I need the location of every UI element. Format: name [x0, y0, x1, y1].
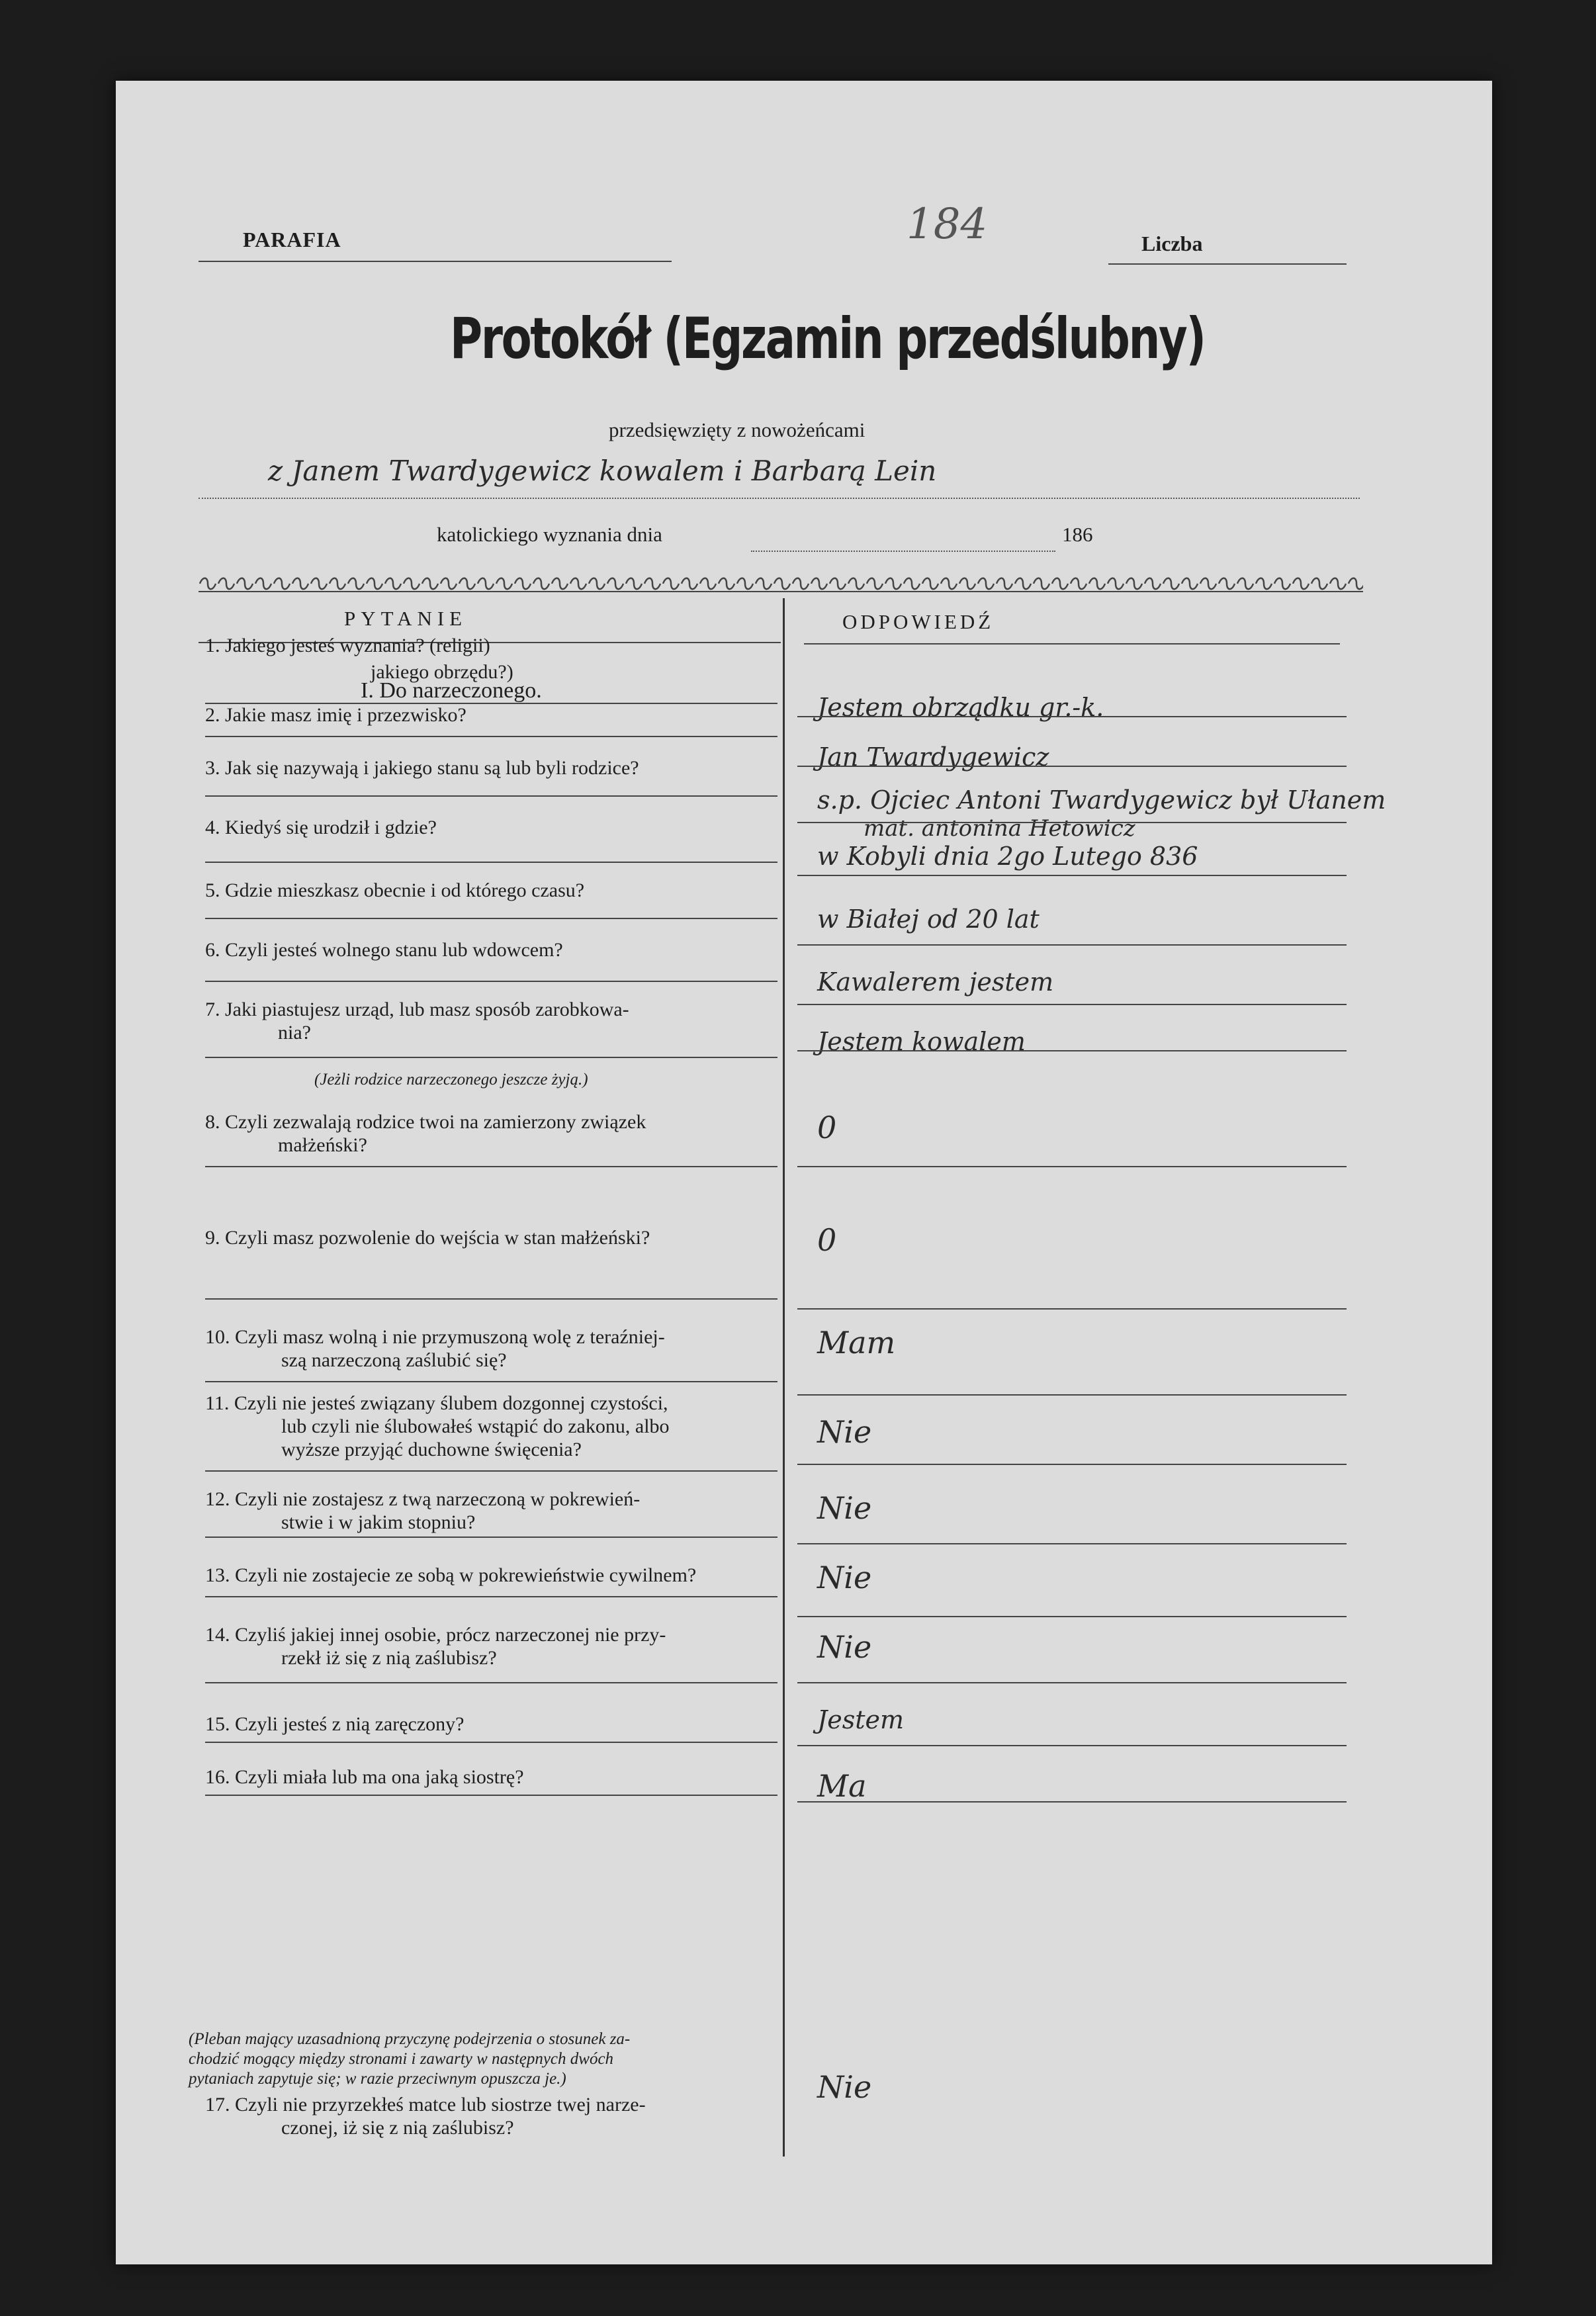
question-rule: [205, 1381, 777, 1382]
question-1-text: 1. Jakiego jesteś wyznania? (religii): [205, 635, 490, 656]
answer-15: Jestem: [817, 1705, 905, 1734]
question-7-text: nia?: [278, 1022, 311, 1044]
answer-2: Jan Twardygewicz: [817, 742, 1049, 772]
page-title: Protokół (Egzamin przedślubny): [450, 306, 1205, 372]
answer-14: Nie: [817, 1629, 872, 1665]
answer-rule: [797, 1682, 1347, 1683]
answer-rule: [797, 1616, 1347, 1617]
answer-13: Nie: [817, 1560, 872, 1595]
question-14-text: rzekł iż się z nią zaślubisz?: [281, 1647, 497, 1669]
question-rule: [205, 1166, 777, 1167]
parafia-label: PARAFIA: [243, 228, 341, 251]
question-rule: [205, 736, 777, 737]
answer-rule: [797, 1543, 1347, 1544]
question-5-text: 5. Gdzie mieszkasz obecnie i od którego czasu?: [205, 879, 585, 901]
question-17-text: czonej, iż się z nią zaślubisz?: [281, 2117, 514, 2139]
subtitle: przedsięwzięty z nowożeńcami: [609, 418, 865, 441]
decorative-border: [199, 574, 1363, 594]
answer-11: Nie: [817, 1414, 872, 1450]
pleban-note-line3: pytaniach zapytuje się; w razie przeciwnym opuszcza je.): [189, 2070, 566, 2088]
answer-rule: [797, 766, 1347, 767]
question-rule: [205, 1537, 777, 1538]
document-page: [116, 81, 1492, 2264]
answer-17: Nie: [817, 2069, 872, 2105]
answer-rule: [797, 944, 1347, 946]
question-rule: [205, 918, 777, 919]
question-7-text: 7. Jaki piastujesz urząd, lub masz sposób zarobkowa-: [205, 999, 629, 1020]
answer-rule: [797, 1394, 1347, 1396]
question-12-text: 12. Czyli nie zostajesz z twą narzeczoną w pokrewień-: [205, 1488, 641, 1510]
document-number: 184: [907, 200, 988, 249]
pleban-note-line1: (Pleban mający uzasadnioną przyczynę podejrzenia o stosunek za-: [189, 2030, 631, 2048]
question-1-text: jakiego obrzędu?): [371, 661, 513, 683]
question-4-text: 4. Kiedyś się urodził i gdzie?: [205, 817, 437, 838]
answer-rule: [797, 716, 1347, 717]
answer-rule: [797, 1745, 1347, 1746]
question-rule: [205, 1682, 777, 1683]
question-rule: [205, 795, 777, 797]
question-2-text: 2. Jakie masz imię i przezwisko?: [205, 704, 466, 726]
question-rule: [205, 1742, 777, 1743]
question-rule: [205, 1298, 777, 1300]
answer-rule: [797, 875, 1347, 876]
answer-3: s.p. Ojciec Antoni Twardygewicz był Ułanem: [817, 785, 1386, 815]
question-11-text: 11. Czyli nie jesteś związany ślubem dozgonnej czystości,: [205, 1392, 668, 1414]
question-8-text: 8. Czyli zezwalają rodzice twoi na zamierzony związek: [205, 1111, 646, 1133]
answer-rule: [797, 1464, 1347, 1465]
question-12-text: stwie i w jakim stopniu?: [281, 1511, 476, 1533]
answer-rule: [797, 822, 1347, 823]
couple-names: z Janem Twardygewicz kowalem i Barbarą Lein: [268, 455, 937, 487]
question-11-text: wyższe przyjąć duchowne święcenia?: [281, 1439, 582, 1460]
answer-rule: [797, 1004, 1347, 1005]
answer-8: 0: [817, 1110, 837, 1145]
liczba-label: Liczba: [1141, 232, 1203, 255]
year-suffix: 186: [1062, 523, 1093, 546]
answer-7: Jestem kowalem: [817, 1027, 1026, 1056]
question-rule: [205, 1470, 777, 1472]
answer-10: Mam: [817, 1325, 896, 1360]
question-15-text: 15. Czyli jesteś z nią zaręczony?: [205, 1713, 465, 1735]
question-8-text: małżeński?: [278, 1134, 367, 1156]
answer-3-line2: mat. antonina Hetowicz: [864, 815, 1135, 842]
question-10-text: szą narzeczoną zaślubić się?: [281, 1349, 507, 1371]
confession-line: katolickiego wyznania dnia: [437, 523, 662, 546]
question-6-text: 6. Czyli jesteś wolnego stanu lub wdowcem?: [205, 939, 563, 961]
column-header-question: PYTANIE: [344, 607, 468, 630]
question-rule: [205, 1795, 777, 1796]
column-divider: [783, 598, 785, 2157]
answer-12: Nie: [817, 1490, 872, 1526]
answer-rule: [797, 1050, 1347, 1051]
question-rule: [205, 862, 777, 863]
answer-9: 0: [817, 1222, 837, 1258]
answer-6: Kawalerem jestem: [817, 967, 1054, 997]
answer-rule: [797, 1166, 1347, 1167]
question-10-text: 10. Czyli masz wolną i nie przymuszoną wolę z teraźniej-: [205, 1326, 665, 1348]
question-14-text: 14. Czyliś jakiej innej osobie, prócz narzeczonej nie przy-: [205, 1624, 666, 1646]
answer-rule: [797, 1308, 1347, 1310]
answer-5: w Białej od 20 lat: [817, 905, 1040, 934]
question-17-text: 17. Czyli nie przyrzekłeś matce lub siostrze twej narze-: [205, 2094, 646, 2116]
section-title: I. Do narzeczonego.: [361, 678, 542, 703]
question-rule: [205, 1057, 777, 1058]
answer-1: Jestem obrządku gr.-k.: [817, 693, 1104, 722]
column-header-answer: ODPOWIEDŹ: [842, 610, 995, 633]
answer-16: Ma: [817, 1768, 867, 1804]
question-3-text: 3. Jak się nazywają i jakiego stanu są lub byli rodzice?: [205, 757, 639, 779]
question-13-text: 13. Czyli nie zostajecie ze sobą w pokrewieństwie cywilnem?: [205, 1564, 697, 1586]
question-11-text: lub czyli nie ślubowałeś wstąpić do zakonu, albo: [281, 1415, 670, 1437]
answer-rule: [797, 1801, 1347, 1803]
question-9-text: 9. Czyli masz pozwolenie do wejścia w stan małżeński?: [205, 1227, 650, 1249]
question-rule: [205, 1596, 777, 1597]
pleban-note-line2: chodzić mogący między stronami i zawarty w następnych dwóch: [189, 2050, 614, 2068]
answer-4: w Kobyli dnia 2go Lutego 836: [817, 842, 1198, 871]
question-16-text: 16. Czyli miała lub ma ona jaką siostrę?: [205, 1766, 524, 1788]
question-8-note: (Jeżli rodzice narzeczonego jeszcze żyją.): [314, 1071, 588, 1089]
question-rule: [205, 981, 777, 982]
